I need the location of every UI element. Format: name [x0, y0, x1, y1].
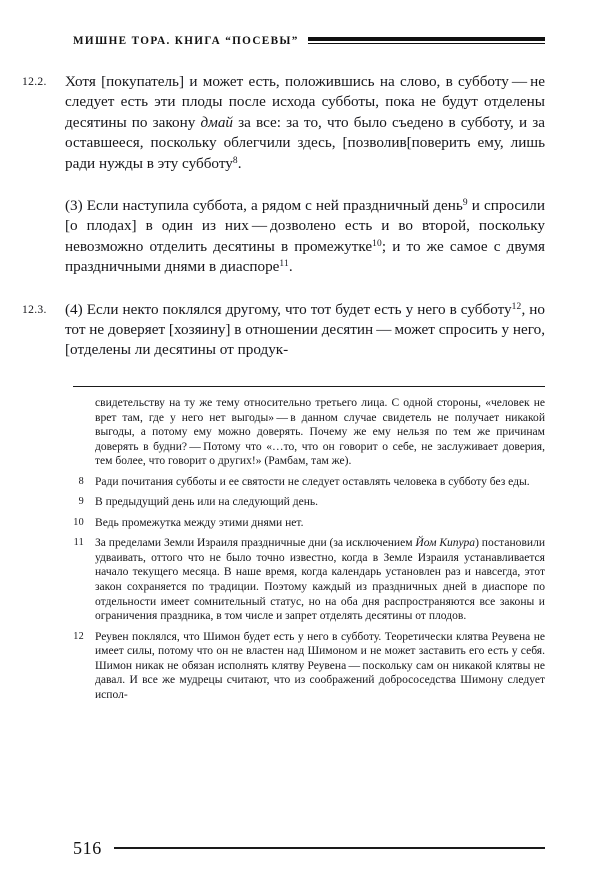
- paragraph-12-2: [0, 72, 600, 174]
- running-head-rule: [308, 37, 545, 46]
- footnote-ref-10[interactable]: 10: [372, 238, 382, 249]
- running-head-title: МИШНЕ ТОРА. КНИГА “ПОСЕВЫ”: [73, 35, 299, 47]
- footnote-item-9: [0, 495, 600, 510]
- running-head: [73, 30, 545, 52]
- paragraph-halacha-3: [0, 196, 600, 278]
- footnote-number-12: 12: [73, 630, 84, 642]
- footnote-item-11: [0, 536, 600, 623]
- footnote-ref-8[interactable]: 8: [232, 155, 238, 166]
- footnote-item-10: [0, 516, 600, 531]
- paragraph-3-seg-1: (3) Если наступила суббота, а рядом с ней праздничный день: [65, 197, 463, 215]
- paragraph-12-3: [0, 300, 600, 361]
- footnote-number-10: 10: [73, 516, 84, 528]
- paragraph-12-2-tail: .: [237, 154, 242, 172]
- paragraph-12-3-seg-1: (4) Если некто поклялся другому, что тот будет есть у него в субботу: [65, 300, 512, 318]
- footnote-item-8: [0, 475, 600, 490]
- footnote-continuation: [0, 396, 600, 469]
- footnote-block: [0, 396, 600, 702]
- page-number: 516: [73, 837, 102, 858]
- footnote-item-12: [0, 630, 600, 703]
- footnote-text-9: В предыдущий день или на следующий день.: [95, 496, 319, 509]
- paragraph-12-3-seg-2: , но тот не доверяет [хозяину] в отношении десятин — может спросить у него, [отделены ли десятины от продук-: [65, 300, 545, 359]
- footnote-11-italic-term: Йом Кипура: [415, 537, 476, 550]
- footnote-separator-rule: [73, 386, 545, 387]
- footnote-text-11-part-2: ) постановили удваивать, оттого что не было точно известно, когда в Земле Израиля устанавливается начало текущего месяца. В наше время, когда календарь установлен раз и навсегда, этот закон сохраняется по традиции. Поэтому каждый из праздничных дней в диаспоре по отдельности имеет сомнительный статус, но на оба дня распространяются все законы и ограничения праздника, в том числе и запрет отделять десятины от плодов.: [95, 537, 546, 623]
- paragraph-3-seg-4: .: [288, 258, 293, 276]
- marginal-number-12-3: 12.3.: [22, 302, 47, 316]
- paragraph-3-seg-2: и спросили [о плодах] в один из них — дозволено есть и во второй, поскольку невозможно отделить десятины в промежутке: [65, 197, 546, 255]
- paragraph-12-2-text-cont: за все: за то, что было съедено в субботу, и за оставшееся, поскольку облегчили здесь, [позволив[поверить ему, лишь ради нужды в эту субботу: [65, 113, 545, 172]
- body-text: [0, 72, 600, 361]
- footnote-ref-12[interactable]: 12: [511, 301, 522, 312]
- footnote-text-8: Ради почитания субботы и ее святости не следует оставлять человека в субботу без еды.: [95, 475, 530, 488]
- folio: [73, 838, 545, 858]
- folio-rule: [114, 847, 545, 849]
- paragraph-3-seg-3: ; и то же самое с двумя праздничными днями в диаспоре: [65, 237, 545, 276]
- paragraph-12-2-text: Хотя [покупатель] и может есть, положившись на слово, в субботу — не следует есть эти плоды после исхода субботы, пока не будут отделены десятины по закону: [65, 73, 545, 131]
- footnote-text-11-part-1: За пределами Земли Израиля праздничные дни (за исключением: [95, 537, 416, 550]
- footnote-text-12: Реувен поклялся, что Шимон будет есть у него в субботу. Теоретически клятва Реувена не имеет силы, потому что он не властен над Шимоном и не может заставить его есть у себя. Шимон никак не обязан исполнять клятву Реувена — поскольку сам он никакой клятвы не давал. И все же мудрецы считают, что из соображений добрососедства Шимону следует испол-: [95, 630, 545, 701]
- footnote-text-10: Ведь промежутка между этими днями нет.: [95, 516, 304, 529]
- paragraph-12-2-italic-term: дмай: [200, 113, 234, 131]
- footnote-number-8: 8: [78, 475, 84, 487]
- footnote-ref-9[interactable]: 9: [462, 197, 468, 208]
- marginal-number-12-2: 12.2.: [22, 75, 47, 88]
- footnote-number-9: 9: [78, 496, 84, 508]
- footnote-number-11: 11: [73, 537, 84, 549]
- footnote-continuation-text: свидетельству на ту же тему относительно третьего лица. С одной стороны, «человек не врет там, где у него нет выгоды» — в данном случае свидетель не получает никакой выгоды, а потому ему можно доверять. Почему же ему нельзя по тем же причинам доверять в будни? — Потому что «…то, что он говорит о себе, не заслуживает доверия, тем более, что говорит о других!» (Рамбам, там же).: [95, 397, 545, 468]
- footnote-ref-11[interactable]: 11: [279, 259, 289, 270]
